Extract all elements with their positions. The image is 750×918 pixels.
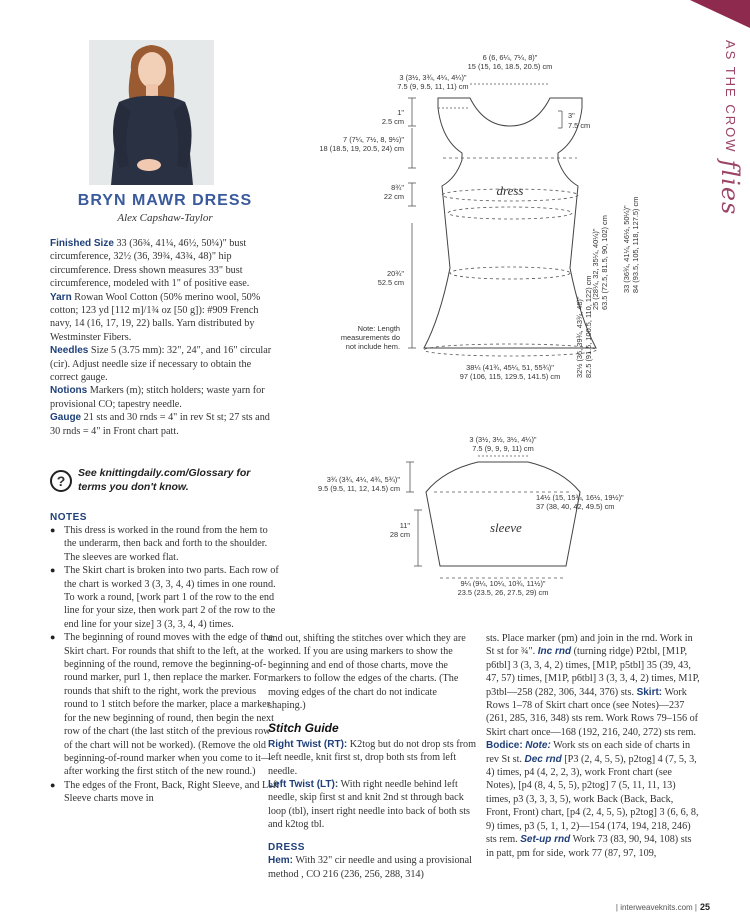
column-right bbox=[486, 632, 700, 860]
inc-rnd-label: Inc rnd bbox=[537, 646, 572, 658]
neck-depth-in: 1" bbox=[397, 108, 404, 117]
model-photo bbox=[89, 40, 214, 185]
shoulder-cm: 7.5 (9, 9.5, 11, 11) cm bbox=[397, 82, 469, 91]
bodice-label: Bodice: bbox=[486, 740, 523, 752]
lt-text: With right needle behind left needle, skip first st and knit 2nd st through back loop (tbl), insert right needle into back of both sts and k2tog tbl. bbox=[268, 779, 471, 831]
footer-site[interactable]: | interweaveknits.com | bbox=[615, 903, 697, 912]
sleeve-schematic bbox=[300, 430, 720, 600]
hem-label: Hem: bbox=[268, 855, 294, 867]
bust-cm: 84 (93.5, 105, 118, 127.5) cm bbox=[631, 196, 640, 293]
shoulder-in: 3 (3½, 3¾, 4¼, 4¼)" bbox=[399, 73, 467, 82]
finished-size-text: 33 (36¾, 41¼, 46½, 50¼)" bust circumference, 32½ (36, 39¾, 43¾, 48)" hip circumference. Dress shown measures 33" bust circumference, modeled with 1" of positive ease. bbox=[50, 238, 250, 290]
notions-text: Markers (m); stitch holders; waste yarn for provisional CO; tapestry needle. bbox=[50, 385, 265, 410]
bust-in: 33 (36¾, 41¼, 46½, 50¼)" bbox=[622, 205, 631, 293]
length-note-1: Note: Length bbox=[357, 324, 400, 333]
question-icon: ? bbox=[50, 470, 72, 492]
note-item: ● This dress is worked in the round from the hem to the underarm, then back and forth to the shoulder. The sleeves are worked flat. bbox=[50, 524, 280, 564]
left-twist bbox=[268, 778, 476, 832]
skirt-length-in: 20¾" bbox=[386, 269, 404, 278]
needles-label: Needles bbox=[50, 345, 89, 357]
sleeve-length-cm: 28 cm bbox=[389, 530, 410, 539]
notions bbox=[50, 384, 275, 411]
cap-in: 3¾ (3¾, 4¼, 4¾, 5¾)" bbox=[326, 475, 400, 484]
gauge-label: Gauge bbox=[50, 412, 82, 424]
dress-schematic bbox=[300, 48, 720, 388]
page-number: 25 bbox=[699, 902, 710, 912]
instructions-continued bbox=[486, 632, 700, 860]
bodice-length-cm: 22 cm bbox=[383, 192, 404, 201]
armhole-cm: 7.5 cm bbox=[568, 121, 591, 130]
hem-width-in: 38¼ (41¾, 45¼, 51, 55¾)" bbox=[466, 363, 554, 372]
section-label bbox=[716, 40, 744, 215]
note-item: ● The edges of the Front, Back, Right Sleeve, and Left Sleeve charts move in bbox=[50, 779, 280, 806]
yarn-text: Rowan Wool Cotton (50% merino wool, 50% cotton; 123 yd [112 m]/1¾ oz [50 g]): #909 French navy, 14 (16, 17, 19, 22) balls. Yarn distributed by Westminster Fibers. bbox=[50, 291, 261, 343]
section-label-big: flies bbox=[716, 159, 744, 216]
neck-width-cm: 15 (15, 16, 18.5, 20.5) cm bbox=[467, 62, 553, 71]
cap-cm: 9.5 (9.5, 11, 12, 14.5) cm bbox=[317, 484, 400, 493]
neck-width-in: 6 (6, 6¼, 7¼, 8)" bbox=[482, 53, 538, 62]
waist-cm: 63.5 (72.5, 81.5, 90, 102) cm bbox=[600, 215, 609, 310]
lt-label: Left Twist (LT): bbox=[268, 779, 339, 791]
neck-depth-cm: 2.5 cm bbox=[381, 117, 404, 126]
rt-text: K2tog but do not drop sts from left needle, knit first st, drop both sts from left needle. bbox=[268, 738, 477, 777]
text-run: Work Rows 1–78 of Skirt chart once (see Notes)—237 (261, 285, 316, 348) sts rem. Work Rows 79–156 of Skirt chart once—168 (192, 216, 240, 272) sts rem. bbox=[486, 686, 699, 738]
armhole-depth-in: 7 (7¼, 7½, 8, 9½)" bbox=[343, 135, 404, 144]
gauge bbox=[50, 411, 275, 438]
notes-list bbox=[50, 524, 280, 806]
waist-in: 25 (28¼, 32, 35¼, 40¼)" bbox=[591, 228, 600, 310]
pattern-title: BRYN MAWR DRESS bbox=[77, 192, 253, 209]
note-label: Note: bbox=[525, 740, 551, 752]
finished-size bbox=[50, 237, 275, 291]
hip-cm: 82.5 (91.5, 100.5, 110, 122) cm bbox=[584, 275, 593, 378]
dress-center-label: dress bbox=[496, 183, 524, 198]
notions-label: Notions bbox=[50, 385, 88, 397]
finished-size-label: Finished Size bbox=[50, 238, 114, 249]
sleeve-length-in: 11" bbox=[399, 521, 410, 530]
text-run: Work 73 (83, 90, 94, 108) sts in patt, pm for side, work 77 (87, 97, 109, bbox=[486, 834, 692, 859]
notes-continued: and out, shifting the stitches over which they are worked. If you are using markers to show the beginning and end of those charts, move the markers to follow the edges of the charts. (The moving edges of the chart do not indicate shaping.) bbox=[268, 633, 466, 712]
text-run: (turning ridge) P2tbl, [M1P, p6tbl] 3 (3, 3, 4, 2) times, [M1P, p5tbl] 35 (39, 43, 47, 57) times, [M1P, p6tbl] 3 (3, 3, 4, 2) times, M1P, p3tbl—258 (282, 306, 344, 376) sts. bbox=[486, 646, 700, 698]
sleeve-center-label: sleeve bbox=[490, 520, 522, 535]
upper-arm-cm: 37 (38, 40, 42, 49.5) cm bbox=[536, 502, 615, 511]
needles bbox=[50, 344, 275, 384]
text-run: Work sts on each side of charts in rev St st. bbox=[486, 740, 691, 765]
hem-instructions bbox=[268, 854, 476, 881]
dec-rnd-label: Dec rnd bbox=[524, 753, 562, 765]
rt-label: Right Twist (RT): bbox=[268, 738, 348, 750]
text-run: sts. Place marker (pm) and join in the rnd. Work in St st for ¾". bbox=[486, 633, 693, 658]
glossary-callout bbox=[50, 466, 280, 494]
gauge-text: 21 sts and 30 rnds = 4" in rev St st; 27 sts and 30 rnds = 4" in Front chart patt. bbox=[50, 412, 270, 437]
setup-rnd-label: Set-up rnd bbox=[520, 834, 571, 846]
yarn-label: Yarn bbox=[50, 291, 72, 303]
needles-text: Size 5 (3.75 mm): 32", 24", and 16" circular (cir). Adjust needle size if necessary to obtain the correct gauge. bbox=[50, 345, 272, 384]
pattern-specs bbox=[50, 237, 275, 438]
length-note-2: measurements do bbox=[340, 333, 400, 342]
skirt-length-cm: 52.5 cm bbox=[377, 278, 404, 287]
yarn bbox=[50, 291, 275, 345]
section-label-small: AS THE CROW bbox=[723, 40, 738, 154]
stitch-guide-heading: Stitch Guide bbox=[268, 721, 339, 736]
cuff-in: 9¼ (9¼, 10¼, 10¾, 11½)" bbox=[460, 579, 546, 588]
armhole-depth-cm: 18 (18.5, 19, 20.5, 24) cm bbox=[319, 144, 404, 153]
page-footer bbox=[616, 902, 710, 912]
hem-width-cm: 97 (106, 115, 129.5, 141.5) cm bbox=[459, 372, 561, 381]
note-item: ● The beginning of round moves with the edge of the Skirt chart. For rounds that shift to the left, at the beginning of the round, remove the beginning-of-round marker, purl 1, then replace the marker. For rounds that shift to the right, work the previous round to 1 stitch before the marker, place a marker for the new beginning of round, then begin the next row of the chart (the last stitch of the previous row of the chart will not be worked). (Remove the old beginning-of-round marker when you come to it—after working the first stitch of the new round.) bbox=[50, 631, 280, 778]
hip-in: 32½ (36, 39¾, 43¾, 48)" bbox=[575, 296, 584, 378]
cuff-cm: 23.5 (23.5, 26, 27.5, 29) cm bbox=[457, 588, 549, 597]
glossary-text: See knittingdaily.com/Glossary for terms you don't know. bbox=[78, 467, 251, 493]
sleeve-top-cm: 7.5 (9, 9, 9, 11) cm bbox=[472, 444, 534, 453]
armhole-in: 3" bbox=[568, 111, 575, 120]
right-twist bbox=[268, 738, 476, 778]
length-note-3: not include hem. bbox=[345, 342, 400, 351]
bodice-length-in: 8¾" bbox=[391, 183, 404, 192]
notes-heading: NOTES bbox=[50, 512, 87, 523]
sleeve-top-in: 3 (3½, 3½, 3½, 4¼)" bbox=[469, 435, 537, 444]
upper-arm-in: 14½ (15, 15¾, 16½, 19½)" bbox=[536, 493, 624, 502]
skirt-label: Skirt: bbox=[636, 686, 663, 698]
designer-name: Alex Capshaw-Taylor bbox=[117, 212, 213, 224]
column-middle bbox=[268, 632, 476, 881]
dress-heading: DRESS bbox=[268, 841, 305, 853]
text-run: [P3 (2, 4, 5, 5), p2tog] 4 (7, 5, 3, 4) times, p4 (4, 2, 2, 3), work Front chart (see Notes), [p4 (8, 4, 5, 5), p2tog] 7 (5, 11, 11, 13) times, p3 (3, 3, 3, 5), work Back (Back, Back, Front, Front) chart, [p4 (2, 4, 5, 5), p2tog] 3 (6, 6, 8, 9) times, p3 (5, 1, 1, 2)—154 (174, 194, 218, 246) sts rem. bbox=[486, 753, 699, 846]
note-item: ● The Skirt chart is broken into two parts. Each row of the chart is worked 3 (3, 3, 4, 4) times in one round. To work a round, [work part 1 of the row to the end line for your size, then work part 2 of the row to the end line for your size] 3 (3, 3, 4, 4) times. bbox=[50, 564, 280, 631]
hem-text: With 32" cir needle and using a provisional method , CO 216 (236, 256, 288, 314) bbox=[268, 855, 472, 880]
